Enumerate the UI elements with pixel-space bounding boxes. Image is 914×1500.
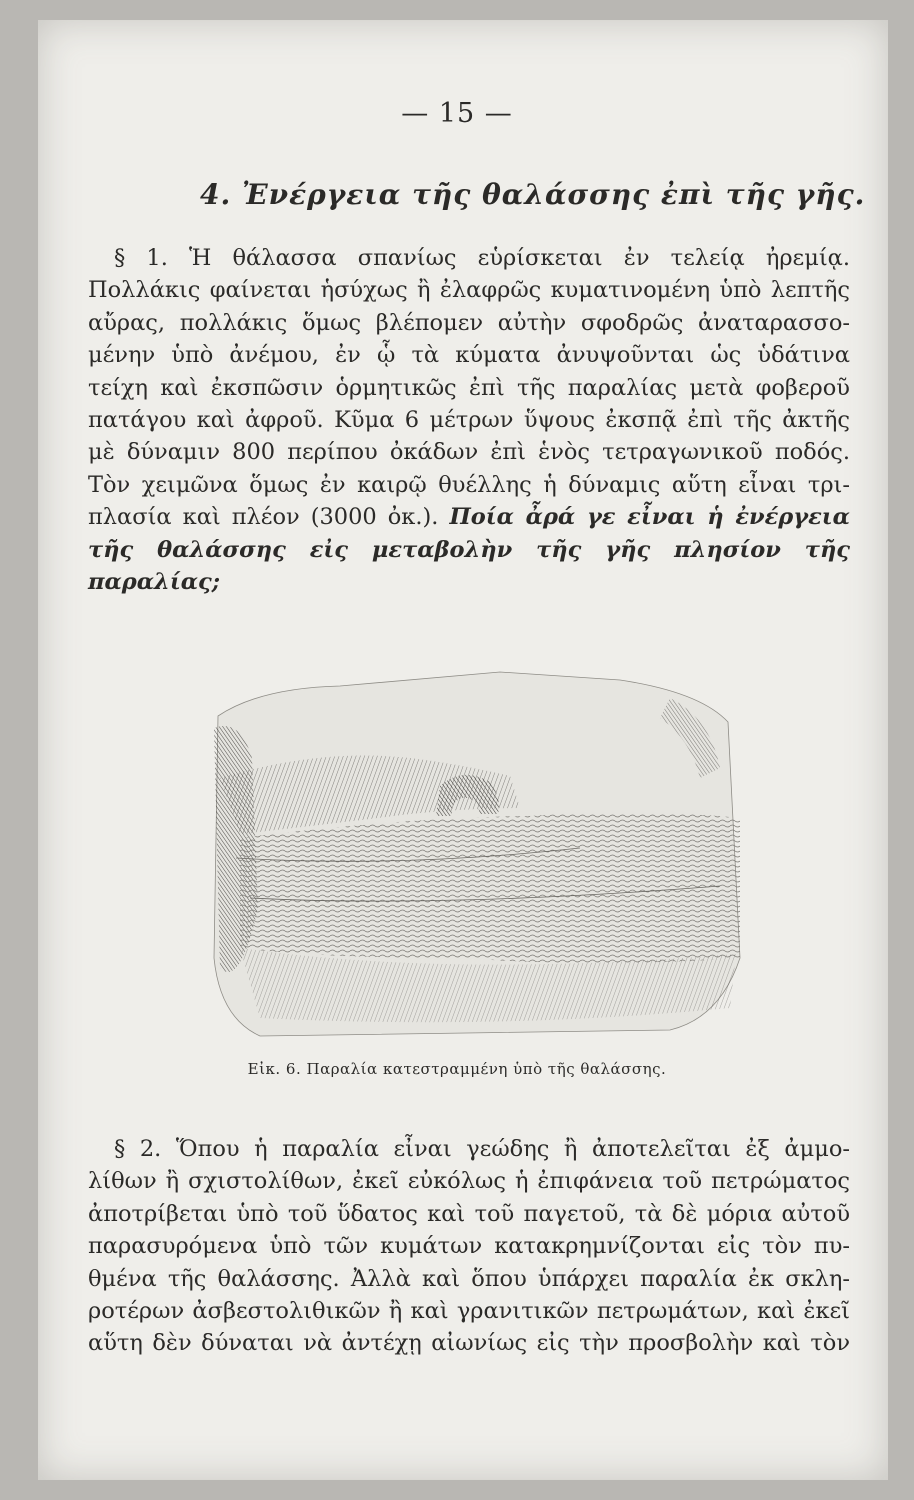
- question-emphasis-line: τῆς θαλάσσης εἰς μεταβολὴν τῆς γῆς πλησίον τῆς παραλίας;: [88, 536, 850, 596]
- paragraph-1-line: § 1. Ἡ θάλασσα σπανίως εὑρίσκεται ἐν τελείᾳ ἠρεμίᾳ.: [114, 245, 850, 271]
- paragraph-2-line: παρασυρόμενα ὑπὸ τῶν κυμάτων κατακρημνίζονται εἰς τὸν πυ-: [88, 1233, 850, 1260]
- paragraph-1-line: Πολλάκις φαίνεται ἡσύχως ἢ ἐλαφρῶς κυματινομένη ὑπὸ λεπτῆς: [88, 277, 850, 304]
- paragraph-2-line: αὕτη δὲν δύναται νὰ ἀντέχῃ αἰωνίως εἰς τὴν προσβολὴν καὶ τὸν: [88, 1330, 850, 1357]
- paragraph-1-line: Τὸν χειμῶνα ὅμως ἐν καιρῷ θυέλλης ἡ δύναμις αὕτη εἶναι τρι-: [88, 471, 850, 498]
- line-plain-text: πλασία καὶ πλέον (3000 ὀκ.).: [88, 504, 439, 531]
- paragraph-2-line: ἀποτρίβεται ὑπὸ τοῦ ὕδατος καὶ τοῦ παγετοῦ, τὰ δὲ μόρια αὐτοῦ: [88, 1200, 850, 1227]
- paragraph-1-line: μένην ὑπὸ ἀνέμου, ἐν ᾧ τὰ κύματα ἀνυψοῦνται ὡς ὑδάτινα: [88, 342, 850, 369]
- paragraph-2-line: § 2. Ὅπου ἡ παραλία εἶναι γεώδης ἢ ἀποτελεῖται ἐξ ἀμμο-: [114, 1136, 850, 1162]
- section-heading: 4. Ἐνέργεια τῆς θαλάσσης ἐπὶ τῆς γῆς.: [200, 178, 866, 211]
- paragraph-1-line: [88, 501, 850, 533]
- paragraph-2-line: ροτέρων ἀσβεστολιθικῶν ἢ καὶ γρανιτικῶν πετρωμάτων, καὶ ἐκεῖ: [88, 1298, 850, 1325]
- paragraph-1-line: τείχη καὶ ἐκσπῶσιν ὁρμητικῶς ἐπὶ τῆς παραλίας μετὰ φοβεροῦ: [88, 374, 850, 401]
- question-emphasis: Ποία ἆρά γε εἶναι ἡ ἐνέργεια: [449, 504, 850, 531]
- paragraph-2-line: θμένα τῆς θαλάσσης. Ἀλλὰ καὶ ὅπου ὑπάρχει παραλία ἐκ σκλη-: [88, 1265, 850, 1292]
- paragraph-1-line: αὔρας, πολλάκις ὅμως βλέπομεν αὐτὴν σφοδρῶς ἀναταρασσο-: [88, 309, 850, 336]
- paragraph-1-line: πατάγου καὶ ἀφροῦ. Κῦμα 6 μέτρων ὕψους ἐκσπᾷ ἐπὶ τῆς ἀκτῆς: [88, 407, 850, 434]
- paragraph-2-line: λίθων ἢ σχιστολίθων, ἐκεῖ εὐκόλως ἡ ἐπιφάνεια τοῦ πετρώματος: [88, 1168, 850, 1195]
- paragraph-2: [88, 1133, 850, 1360]
- paragraph-1-line: μὲ δύναμιν 800 περίπου ὀκάδων ἐπὶ ἑνὸς τετραγωνικοῦ ποδός.: [88, 439, 850, 466]
- figure-caption: Εἰκ. 6. Παραλία κατεστραμμένη ὑπὸ τῆς θαλάσσης.: [247, 1060, 667, 1078]
- page-number: — 15 —: [401, 98, 513, 129]
- paragraph-1: [88, 242, 850, 598]
- coastal-cliff-engraving: [200, 658, 748, 1048]
